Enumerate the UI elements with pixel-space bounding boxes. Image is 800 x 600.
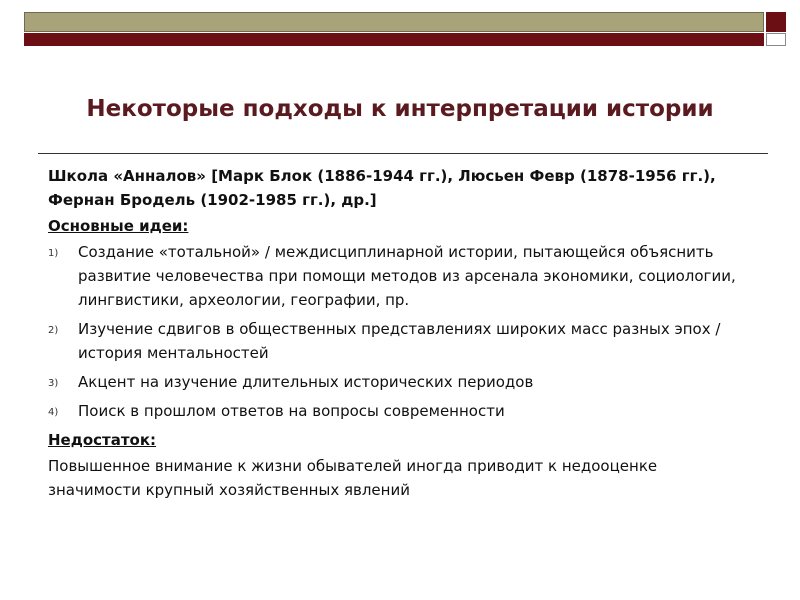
list-number: 1) bbox=[48, 248, 59, 259]
drawback-heading: Недостаток: bbox=[48, 431, 157, 449]
list-item-text: Акцент на изучение длительных исторических периодов bbox=[78, 373, 534, 391]
list-item-text: Поиск в прошлом ответов на вопросы современности bbox=[78, 402, 505, 420]
drawback-text: Повышенное внимание к жизни обывателей иногда приводит к недооценке значимости крупный хозяйственных явлений bbox=[48, 457, 658, 499]
list-number: 2) bbox=[48, 325, 59, 336]
list-number: 3) bbox=[48, 378, 59, 389]
list-item bbox=[48, 317, 748, 365]
list-item-text: Изучение сдвигов в общественных представлениях широких масс разных эпох / история ментальностей bbox=[78, 320, 721, 362]
list-item bbox=[48, 370, 748, 394]
school-line-2: Фернан Бродель (1902-1985 гг.), др.] bbox=[48, 191, 377, 209]
ideas-list bbox=[48, 240, 748, 423]
slide-title: Некоторые подходы к интерпретации истории bbox=[86, 96, 714, 122]
school-line-1: Школа «Анналов» [Марк Блок (1886-1944 гг.), Люсьен Февр (1878-1956 гг.), bbox=[48, 167, 716, 185]
list-number: 4) bbox=[48, 407, 59, 418]
corner-decor-outline bbox=[766, 33, 786, 46]
corner-decor-square bbox=[766, 12, 786, 32]
slide-content bbox=[48, 164, 748, 502]
header-maroon-band bbox=[24, 33, 764, 46]
ideas-heading: Основные идеи: bbox=[48, 217, 189, 235]
list-item bbox=[48, 240, 748, 312]
header-olive-band bbox=[24, 12, 764, 32]
list-item-text: Создание «тотальной» / междисциплинарной истории, пытающейся объяснить развитие человечества при помощи методов из арсенала экономики, социологии, лингвистики, археологии, географии, пр. bbox=[78, 243, 736, 309]
list-item bbox=[48, 399, 748, 423]
title-divider bbox=[38, 153, 768, 154]
